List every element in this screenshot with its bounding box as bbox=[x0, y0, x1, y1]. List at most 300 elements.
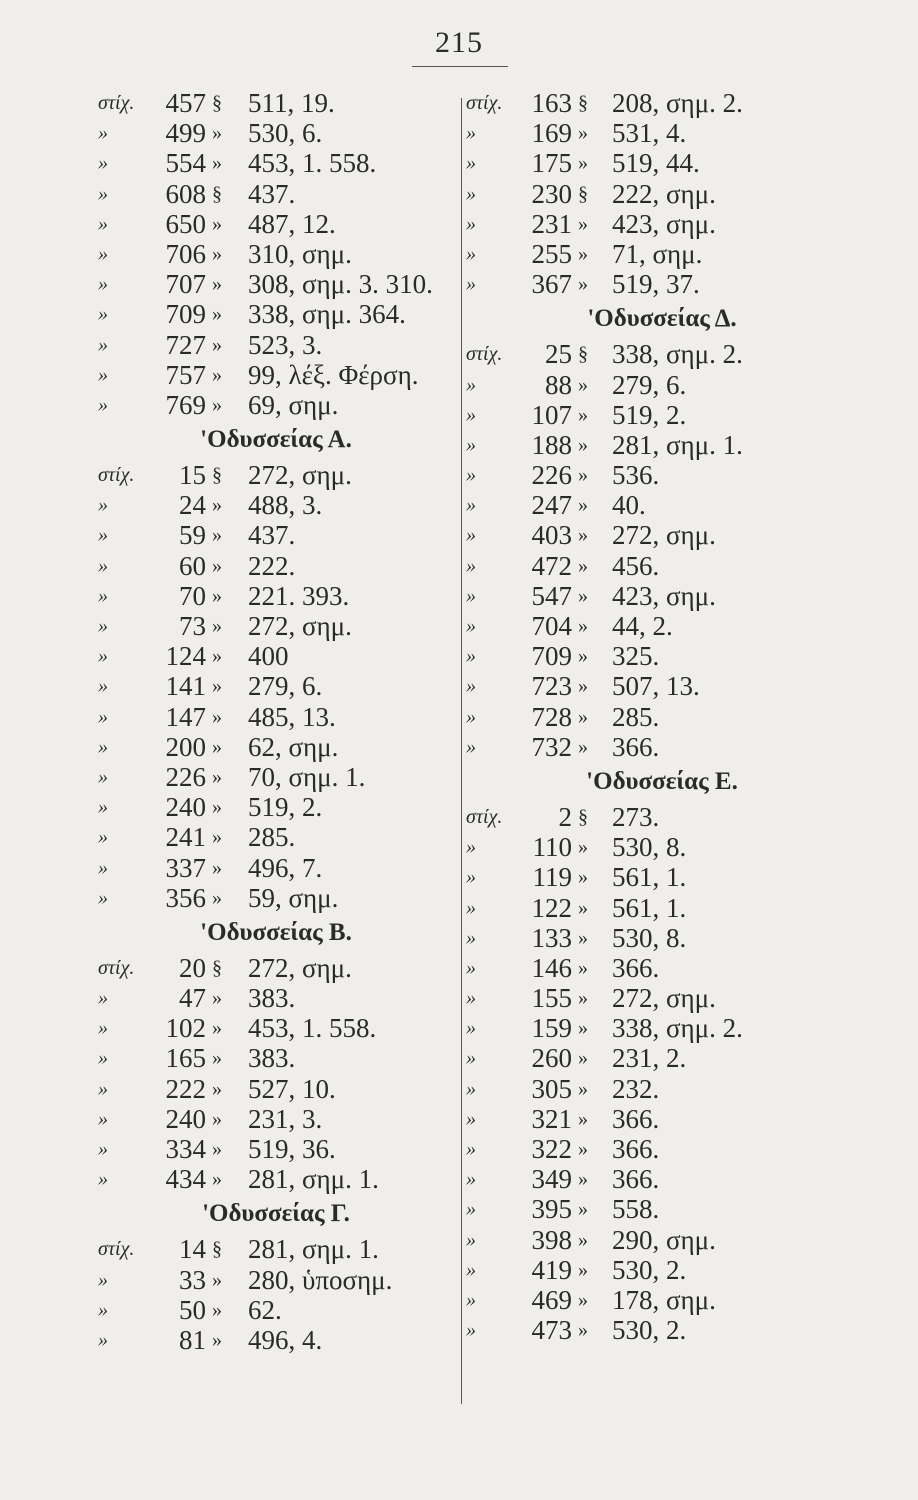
page-reference: 530, 2. bbox=[612, 1315, 687, 1346]
verse-prefix: στίχ. bbox=[466, 343, 503, 366]
verse-prefix: » bbox=[466, 212, 476, 235]
verse-number: 200 bbox=[165, 731, 206, 762]
index-entry bbox=[462, 732, 862, 762]
verse-prefix: » bbox=[98, 1168, 108, 1191]
ditto-mark: » bbox=[212, 122, 222, 145]
ditto-mark: » bbox=[212, 735, 222, 758]
ditto-mark: § bbox=[212, 182, 222, 205]
verse-prefix: » bbox=[98, 584, 108, 607]
index-entry bbox=[462, 953, 862, 983]
verse-prefix: » bbox=[98, 1298, 108, 1321]
index-entry bbox=[462, 702, 862, 732]
verse-number: 20 bbox=[179, 952, 206, 983]
verse-prefix: » bbox=[98, 303, 108, 326]
ditto-mark: » bbox=[578, 524, 588, 547]
index-entry bbox=[462, 832, 862, 862]
verse-prefix: » bbox=[466, 866, 476, 889]
page-reference: 70, σημ. 1. bbox=[248, 761, 366, 792]
ditto-mark: » bbox=[212, 393, 222, 416]
ditto-mark: » bbox=[578, 212, 588, 235]
verse-number: 334 bbox=[165, 1134, 206, 1164]
verse-prefix: » bbox=[98, 393, 108, 416]
verse-number: 650 bbox=[165, 208, 206, 239]
page-reference: 453, 1. 558. bbox=[248, 1013, 377, 1044]
verse-number: 24 bbox=[179, 490, 206, 521]
index-entry bbox=[462, 370, 862, 400]
ditto-mark: » bbox=[212, 242, 222, 265]
page-reference: 338, σημ. 364. bbox=[248, 299, 406, 330]
page-reference: 285. bbox=[248, 822, 296, 853]
page-reference: 366. bbox=[612, 731, 660, 762]
ditto-mark: » bbox=[578, 1168, 588, 1191]
page-reference: 530, 8. bbox=[612, 832, 687, 863]
index-entry bbox=[96, 883, 456, 913]
ditto-mark: » bbox=[212, 856, 222, 879]
verse-prefix: » bbox=[466, 1319, 476, 1342]
verse-prefix: » bbox=[466, 1047, 476, 1070]
page-reference: 530, 6. bbox=[248, 118, 323, 149]
verse-prefix: » bbox=[98, 494, 108, 517]
verse-prefix: » bbox=[466, 987, 476, 1010]
verse-prefix: » bbox=[466, 273, 476, 296]
ditto-mark: » bbox=[578, 987, 588, 1010]
verse-number: 419 bbox=[531, 1254, 572, 1285]
verse-prefix: » bbox=[466, 1168, 476, 1191]
verse-number: 226 bbox=[165, 761, 206, 792]
verse-prefix: » bbox=[98, 152, 108, 175]
index-entry bbox=[462, 1255, 862, 1285]
ditto-mark: » bbox=[578, 1198, 588, 1221]
index-section bbox=[96, 1194, 456, 1355]
verse-number: 141 bbox=[165, 671, 206, 702]
verse-prefix: » bbox=[466, 524, 476, 547]
page-reference: 383. bbox=[248, 983, 296, 1014]
verse-prefix: » bbox=[466, 403, 476, 426]
page-reference: 519, 2. bbox=[612, 399, 687, 430]
page-reference: 281, σημ. 1. bbox=[248, 1234, 379, 1265]
verse-number: 398 bbox=[531, 1224, 572, 1255]
index-entry bbox=[96, 1325, 456, 1355]
page-reference: 281, σημ. 1. bbox=[612, 429, 743, 460]
verse-prefix: » bbox=[98, 886, 108, 909]
index-entry bbox=[462, 551, 862, 581]
ditto-mark: » bbox=[578, 1017, 588, 1040]
index-entry bbox=[462, 581, 862, 611]
index-entry bbox=[96, 641, 456, 671]
verse-number: 469 bbox=[531, 1284, 572, 1315]
verse-prefix: » bbox=[98, 273, 108, 296]
page-reference: 44, 2. bbox=[612, 611, 673, 641]
ditto-mark: § bbox=[212, 1238, 222, 1261]
verse-number: 403 bbox=[531, 520, 572, 551]
verse-prefix: » bbox=[466, 735, 476, 758]
ditto-mark: » bbox=[578, 273, 588, 296]
verse-prefix: » bbox=[98, 1047, 108, 1070]
section-heading: 'Οδυσσείας Ε. bbox=[586, 767, 738, 795]
ditto-mark: » bbox=[578, 464, 588, 487]
index-entry bbox=[462, 893, 862, 923]
ditto-mark: » bbox=[578, 1107, 588, 1130]
ditto-mark: » bbox=[578, 433, 588, 456]
verse-number: 146 bbox=[531, 952, 572, 983]
index-entry bbox=[462, 179, 862, 209]
verse-prefix: » bbox=[466, 182, 476, 205]
page-reference: 530, 8. bbox=[612, 922, 687, 953]
verse-number: 723 bbox=[531, 671, 572, 702]
verse-number: 159 bbox=[531, 1013, 572, 1044]
index-entry bbox=[462, 520, 862, 550]
index-entry bbox=[462, 1043, 862, 1073]
page-reference: 519, 44. bbox=[612, 148, 700, 179]
page-reference: 519, 2. bbox=[248, 792, 323, 823]
verse-number: 73 bbox=[179, 611, 206, 641]
page-reference: 453, 1. 558. bbox=[248, 148, 377, 179]
page-reference: 519, 36. bbox=[248, 1134, 336, 1164]
verse-prefix: στίχ. bbox=[466, 805, 503, 828]
index-entry bbox=[96, 88, 456, 118]
index-section bbox=[462, 299, 862, 762]
page-reference: 437. bbox=[248, 178, 296, 209]
index-entry bbox=[462, 269, 862, 299]
page-reference: 222. bbox=[248, 550, 296, 581]
verse-prefix: » bbox=[466, 584, 476, 607]
ditto-mark: » bbox=[578, 494, 588, 517]
ditto-mark: » bbox=[578, 1258, 588, 1281]
index-entry bbox=[96, 209, 456, 239]
page-reference: 232. bbox=[612, 1073, 660, 1104]
ditto-mark: » bbox=[212, 584, 222, 607]
ditto-mark: § bbox=[578, 92, 588, 114]
verse-prefix: » bbox=[98, 333, 108, 356]
ditto-mark: » bbox=[212, 675, 222, 698]
page-reference: 59, σημ. bbox=[248, 882, 339, 913]
index-entry bbox=[96, 853, 456, 883]
index-entry bbox=[96, 732, 456, 762]
verse-prefix: » bbox=[466, 1077, 476, 1100]
verse-number: 122 bbox=[531, 892, 572, 923]
page-number: 215 bbox=[435, 26, 483, 59]
page-reference: 285. bbox=[612, 701, 660, 732]
index-entry bbox=[462, 1194, 862, 1224]
index-entry bbox=[462, 1225, 862, 1255]
verse-number: 88 bbox=[545, 369, 572, 400]
ditto-mark: » bbox=[578, 373, 588, 396]
verse-number: 709 bbox=[531, 641, 572, 672]
verse-number: 608 bbox=[165, 178, 206, 209]
ditto-mark: » bbox=[578, 956, 588, 979]
verse-number: 367 bbox=[531, 269, 572, 300]
ditto-mark: » bbox=[578, 554, 588, 577]
index-entry bbox=[96, 118, 456, 148]
ditto-mark: » bbox=[212, 152, 222, 175]
ditto-mark: » bbox=[212, 1077, 222, 1100]
page-reference: 366. bbox=[612, 1134, 660, 1164]
verse-number: 255 bbox=[531, 238, 572, 269]
page-reference: 280, ὑποσημ. bbox=[248, 1264, 393, 1295]
index-entry bbox=[96, 390, 456, 420]
ditto-mark: » bbox=[578, 242, 588, 265]
index-entry bbox=[96, 330, 456, 360]
verse-prefix: » bbox=[98, 122, 108, 145]
verse-prefix: » bbox=[466, 433, 476, 456]
index-entry bbox=[462, 1285, 862, 1315]
verse-number: 547 bbox=[531, 580, 572, 611]
ditto-mark: » bbox=[212, 796, 222, 819]
verse-prefix: » bbox=[466, 896, 476, 919]
index-section bbox=[96, 88, 456, 420]
verse-prefix: » bbox=[466, 645, 476, 668]
verse-number: 2 bbox=[558, 801, 572, 832]
page-reference: 279, 6. bbox=[248, 671, 323, 702]
verse-prefix: » bbox=[466, 1107, 476, 1130]
verse-prefix: » bbox=[98, 1328, 108, 1351]
index-entry bbox=[96, 702, 456, 732]
verse-prefix: στίχ. bbox=[98, 92, 135, 114]
ditto-mark: » bbox=[212, 705, 222, 728]
index-section bbox=[96, 913, 456, 1195]
index-entry bbox=[462, 239, 862, 269]
index-entry bbox=[96, 520, 456, 550]
page-reference: 273. bbox=[612, 801, 660, 832]
index-entry bbox=[462, 802, 862, 832]
ditto-mark: » bbox=[212, 333, 222, 356]
verse-number: 473 bbox=[531, 1315, 572, 1346]
verse-number: 395 bbox=[531, 1194, 572, 1225]
ditto-mark: § bbox=[578, 182, 588, 205]
index-entry bbox=[96, 239, 456, 269]
page-reference: 62. bbox=[248, 1294, 282, 1325]
index-entry bbox=[462, 209, 862, 239]
page-reference: 221. 393. bbox=[248, 580, 350, 611]
index-entry bbox=[462, 490, 862, 520]
verse-prefix: » bbox=[98, 675, 108, 698]
page-reference: 561, 1. bbox=[612, 862, 687, 893]
verse-number: 59 bbox=[179, 520, 206, 551]
section-heading: 'Οδυσσείας Γ. bbox=[202, 1200, 350, 1228]
index-entry bbox=[96, 671, 456, 701]
ditto-mark: » bbox=[578, 645, 588, 668]
verse-number: 727 bbox=[165, 329, 206, 360]
verse-number: 14 bbox=[179, 1234, 206, 1265]
page-reference: 366. bbox=[612, 952, 660, 983]
index-entry bbox=[462, 430, 862, 460]
ditto-mark: » bbox=[212, 1268, 222, 1291]
ditto-mark: » bbox=[578, 926, 588, 949]
ditto-mark: » bbox=[578, 615, 588, 637]
index-entry bbox=[96, 611, 456, 641]
section-heading: 'Οδυσσείας Β. bbox=[200, 918, 352, 946]
verse-number: 25 bbox=[545, 339, 572, 370]
index-entry bbox=[96, 1164, 456, 1194]
ditto-mark: » bbox=[212, 363, 222, 386]
verse-prefix: » bbox=[98, 1268, 108, 1291]
ditto-mark: » bbox=[212, 554, 222, 577]
page-reference: 485, 13. bbox=[248, 701, 336, 732]
index-entry bbox=[462, 1134, 862, 1164]
ditto-mark: » bbox=[212, 1328, 222, 1351]
page-reference: 366. bbox=[612, 1103, 660, 1134]
page-reference: 456. bbox=[612, 550, 660, 581]
ditto-mark: § bbox=[578, 805, 588, 828]
verse-number: 434 bbox=[165, 1164, 206, 1195]
verse-number: 102 bbox=[165, 1013, 206, 1044]
ditto-mark: § bbox=[578, 343, 588, 366]
verse-number: 305 bbox=[531, 1073, 572, 1104]
verse-number: 728 bbox=[531, 701, 572, 732]
page-reference: 487, 12. bbox=[248, 208, 336, 239]
verse-prefix: » bbox=[98, 182, 108, 205]
index-entry bbox=[96, 551, 456, 581]
index-entry bbox=[96, 1234, 456, 1264]
verse-number: 222 bbox=[165, 1073, 206, 1104]
ditto-mark: » bbox=[212, 212, 222, 235]
index-entry bbox=[462, 1013, 862, 1043]
verse-number: 50 bbox=[179, 1294, 206, 1325]
ditto-mark: » bbox=[212, 303, 222, 326]
index-entry bbox=[462, 88, 862, 118]
verse-number: 47 bbox=[179, 983, 206, 1014]
ditto-mark: » bbox=[578, 1319, 588, 1342]
verse-prefix: » bbox=[466, 1258, 476, 1281]
verse-prefix: » bbox=[466, 615, 476, 637]
page-reference: 310, σημ. bbox=[248, 238, 352, 269]
verse-prefix: » bbox=[466, 122, 476, 145]
verse-prefix: » bbox=[98, 1138, 108, 1160]
ditto-mark: § bbox=[212, 956, 222, 979]
verse-number: 356 bbox=[165, 882, 206, 913]
verse-prefix: » bbox=[98, 1107, 108, 1130]
page-reference: 208, σημ. 2. bbox=[612, 88, 743, 118]
page-reference: 338, σημ. 2. bbox=[612, 339, 743, 370]
index-entry bbox=[96, 1134, 456, 1164]
ditto-mark: » bbox=[578, 705, 588, 728]
page-reference: 325. bbox=[612, 641, 660, 672]
verse-prefix: » bbox=[98, 242, 108, 265]
verse-prefix: » bbox=[466, 1288, 476, 1311]
verse-number: 322 bbox=[531, 1134, 572, 1164]
index-entry bbox=[96, 822, 456, 852]
index-entry bbox=[96, 179, 456, 209]
verse-number: 133 bbox=[531, 922, 572, 953]
verse-prefix: » bbox=[466, 836, 476, 859]
index-section bbox=[462, 88, 862, 299]
index-entry bbox=[462, 460, 862, 490]
verse-number: 499 bbox=[165, 118, 206, 149]
page-reference: 423, σημ. bbox=[612, 208, 716, 239]
page-reference: 71, σημ. bbox=[612, 238, 703, 269]
page-reference: 279, 6. bbox=[612, 369, 687, 400]
ditto-mark: » bbox=[212, 765, 222, 788]
ditto-mark: » bbox=[212, 1017, 222, 1040]
ditto-mark: » bbox=[212, 494, 222, 517]
index-entry bbox=[96, 490, 456, 520]
verse-number: 188 bbox=[531, 429, 572, 460]
index-entry bbox=[462, 983, 862, 1013]
page-reference: 281, σημ. 1. bbox=[248, 1164, 379, 1195]
verse-number: 709 bbox=[165, 299, 206, 330]
page-number-rule bbox=[412, 66, 508, 67]
verse-number: 70 bbox=[179, 580, 206, 611]
index-entry bbox=[462, 611, 862, 641]
ditto-mark: » bbox=[212, 1107, 222, 1130]
ditto-mark: » bbox=[578, 403, 588, 426]
index-entry bbox=[96, 148, 456, 178]
page-reference: 272, σημ. bbox=[612, 520, 716, 551]
verse-prefix: » bbox=[466, 494, 476, 517]
index-entry bbox=[462, 671, 862, 701]
verse-prefix: » bbox=[466, 1138, 476, 1160]
index-entry bbox=[462, 1104, 862, 1134]
ditto-mark: » bbox=[578, 584, 588, 607]
ditto-mark: » bbox=[578, 675, 588, 698]
verse-number: 147 bbox=[165, 701, 206, 732]
ditto-mark: » bbox=[578, 896, 588, 919]
index-entry bbox=[96, 1104, 456, 1134]
right-column bbox=[462, 88, 862, 1345]
page-reference: 488, 3. bbox=[248, 490, 323, 521]
verse-prefix: » bbox=[98, 765, 108, 788]
verse-number: 107 bbox=[531, 399, 572, 430]
ditto-mark: » bbox=[578, 1138, 588, 1160]
verse-number: 60 bbox=[179, 550, 206, 581]
verse-number: 349 bbox=[531, 1164, 572, 1195]
index-entry bbox=[96, 460, 456, 490]
verse-prefix: στίχ. bbox=[466, 92, 503, 114]
ditto-mark: » bbox=[578, 866, 588, 889]
page-reference: 400 bbox=[248, 641, 289, 672]
ditto-mark: » bbox=[212, 273, 222, 296]
verse-prefix: » bbox=[98, 212, 108, 235]
ditto-mark: » bbox=[212, 524, 222, 547]
page-reference: 272, σημ. bbox=[248, 611, 352, 641]
verse-prefix: » bbox=[466, 152, 476, 175]
verse-number: 33 bbox=[179, 1264, 206, 1295]
verse-prefix: » bbox=[466, 464, 476, 487]
ditto-mark: » bbox=[578, 152, 588, 175]
verse-prefix: » bbox=[98, 615, 108, 637]
verse-number: 769 bbox=[165, 389, 206, 420]
verse-number: 241 bbox=[165, 822, 206, 853]
ditto-mark: » bbox=[212, 1298, 222, 1321]
verse-prefix: » bbox=[466, 675, 476, 698]
verse-number: 169 bbox=[531, 118, 572, 149]
page-reference: 290, σημ. bbox=[612, 1224, 716, 1255]
ditto-mark: » bbox=[578, 122, 588, 145]
verse-number: 155 bbox=[531, 983, 572, 1014]
verse-number: 321 bbox=[531, 1103, 572, 1134]
left-column bbox=[96, 88, 456, 1355]
index-entry bbox=[96, 269, 456, 299]
ditto-mark: § bbox=[212, 464, 222, 487]
ditto-mark: » bbox=[212, 615, 222, 637]
ditto-mark: » bbox=[578, 1228, 588, 1251]
index-entry bbox=[96, 792, 456, 822]
page-reference: 423, σημ. bbox=[612, 580, 716, 611]
page-reference: 536. bbox=[612, 460, 660, 491]
page-reference: 231, 3. bbox=[248, 1103, 323, 1134]
ditto-mark: » bbox=[578, 1047, 588, 1070]
ditto-mark: » bbox=[212, 1138, 222, 1160]
page-reference: 527, 10. bbox=[248, 1073, 336, 1104]
verse-number: 110 bbox=[532, 832, 572, 863]
verse-number: 757 bbox=[165, 359, 206, 390]
index-entry bbox=[462, 923, 862, 953]
verse-prefix: στίχ. bbox=[98, 464, 135, 487]
verse-number: 15 bbox=[179, 460, 206, 491]
verse-prefix: » bbox=[98, 735, 108, 758]
verse-prefix: στίχ. bbox=[98, 956, 135, 979]
verse-number: 704 bbox=[531, 611, 572, 641]
